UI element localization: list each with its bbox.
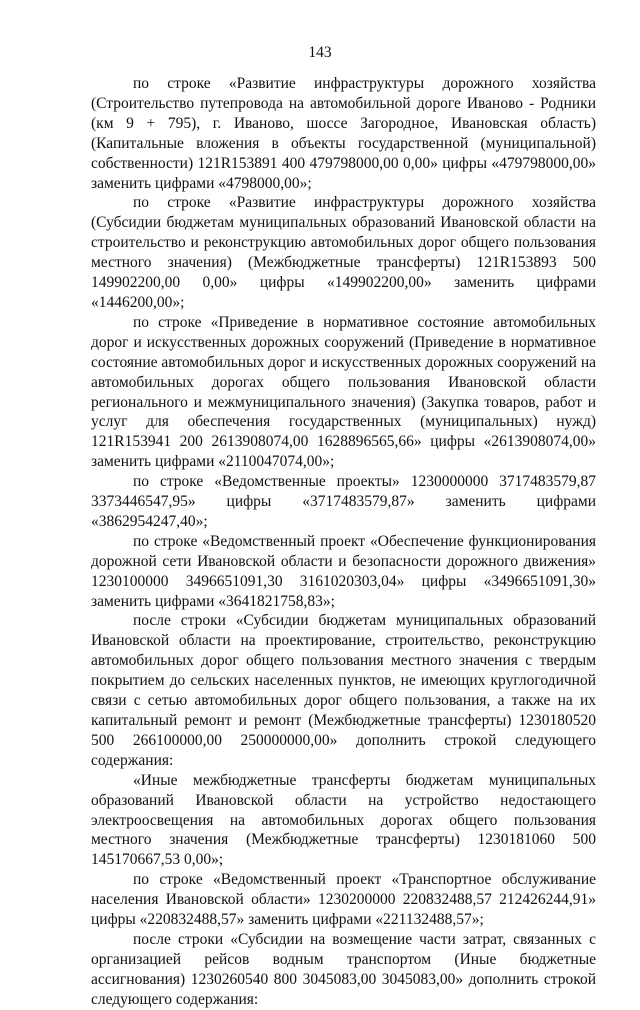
document-body xyxy=(91,74,596,1010)
paragraph: после строки «Субсидии бюджетам муниципальных образований Ивановской области на проектирование, строительство, реконструкцию автомобильных дорог общего пользования местного значения с твердым покрытием до сельских населенных пунктов, не имеющих круглогодичной связи с сетью автомобильных дорог общего пользования, а также на их капитальный ремонт и ремонт (Межбюджетные трансферты) 1230180520 500 266100000,00 250000000,00» дополнить строкой следующего содержания: xyxy=(91,612,596,769)
paragraph: по строке «Развитие инфраструктуры дорожного хозяйства (Строительство путепровода на автомобильной дороге Иваново - Родники (км 9 + 795), г. Иваново, шоссе Загородное, Ивановская область) (Капитальные вложения в объекты государственной (муниципальной) собственности) 121R153891 400 479798000,00 0,00» цифры «479798000,00» заменить цифрами «4798000,00»; xyxy=(91,75,596,192)
paragraph: по строке «Ведомственные проекты» 1230000000 3717483579,87 3373446547,95» цифры «3717483579,87» заменить цифрами «3862954247,40»; xyxy=(91,473,596,530)
paragraph: по строке «Ведомственный проект «Транспортное обслуживание населения Ивановской области» 1230200000 220832488,57 212426244,91» цифры «220832488,57» заменить цифрами «221132488,57»; xyxy=(91,871,596,929)
paragraph: после строки «Субсидии на возмещение части затрат, связанных с организацией рейсов водным транспортом (Иные бюджетные ассигнования) 1230260540 800 3045083,00 3045083,00» дополнить строкой следующего содержания: xyxy=(91,930,596,1008)
page-number: 143 xyxy=(308,44,332,61)
paragraph: «Иные межбюджетные трансферты бюджетам муниципальных образований Ивановской области на устройство недостающего электроосвещения на автомобильных дорогах общего пользования местного значения (Межбюджетные трансферты) 1230181060 500 145170667,53 0,00»; xyxy=(91,771,596,869)
paragraph: по строке «Приведение в нормативное состояние автомобильных дорог и искусственных дорожных сооружений (Приведение в нормативное состояние автомобильных дорог и искусственных дорожных сооружений на автомобильных дорогах общего пользования Ивановской области регионального и межмуниципального значения) (Закупка товаров, работ и услуг для обеспечения государственных (муниципальных) нужд) 121R153941 200 2613908074,00 1628896565,66» цифры «2613908074,00» заменить цифрами «2110047074,00»; xyxy=(91,313,596,471)
paragraph: по строке «Ведомственный проект «Обеспечение функционирования дорожной сети Ивановской области и безопасности дорожного движения» 1230100000 3496651091,30 3161020303,04» цифры «3496651091,30» заменить цифрами «3641821758,83»; xyxy=(91,532,596,610)
paragraph: по строке «Развитие инфраструктуры дорожного хозяйства (Субсидии бюджетам муниципальных образований Ивановской области на строительство и реконструкцию автомобильных дорог общего пользования местного значения) (Межбюджетные трансферты) 121R153893 500 149902200,00 0,00» цифры «149902200,00» заменить цифрами «1446200,00»; xyxy=(91,194,596,311)
